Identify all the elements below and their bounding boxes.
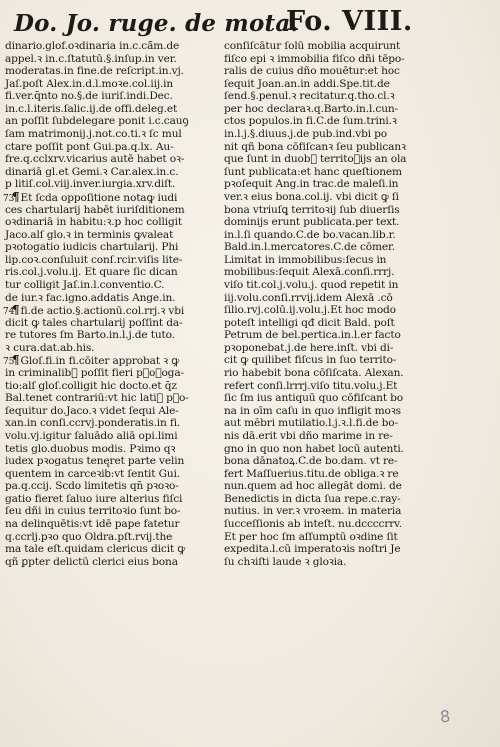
text-line xyxy=(224,178,424,191)
text-line xyxy=(5,65,215,78)
text-line xyxy=(224,380,424,393)
marginal-number: 74 xyxy=(3,307,15,318)
line-text: ctare poſſit pont Gui.pa.q.lx. Au- xyxy=(5,140,174,153)
text-line xyxy=(5,216,215,229)
line-text: oꝛdinariā in habitu:ꝛ.p hoc colligit xyxy=(5,216,182,229)
text-line xyxy=(224,53,424,66)
text-line xyxy=(5,229,215,242)
line-text: nun.quem ad hoc allegāt domi. de xyxy=(224,480,402,493)
text-line xyxy=(5,380,215,393)
text-line xyxy=(224,216,424,229)
line-text: per hoc declaraꝛ.q.Barto.in.l.cun- xyxy=(224,102,398,115)
line-text: ſequitur do.Jaco.ꝛ videt ſequi Ale- xyxy=(5,404,179,417)
text-line xyxy=(224,204,424,217)
text-line xyxy=(5,241,215,254)
text-line xyxy=(5,556,215,569)
text-line xyxy=(5,141,215,154)
line-text: Jaco.alſ glo.ꝛ in terminis ꝙvaleat xyxy=(5,228,174,241)
line-text: Bal.tenet contrariū:vt hic lati᷒ pꝛo- xyxy=(5,392,189,405)
line-text: Et per hoc ſm aſſumptū oꝛdine ſit xyxy=(224,530,398,543)
line-text: Jaſ.poſt Alex.in.d.l.moꝛe.col.iij.in xyxy=(5,77,174,90)
text-line xyxy=(224,329,424,342)
line-text: ſu chꝛiſti laude ꝛ gloꝛia. xyxy=(224,555,347,568)
text-line xyxy=(5,518,215,531)
text-line xyxy=(224,455,424,468)
line-text: appel.ꝛ in.c.ſtatutū.§.inſup.in ver. xyxy=(5,52,177,65)
line-text: ꝛ cura.dat.ab.his. xyxy=(5,341,95,354)
text-line xyxy=(5,317,215,330)
line-text: ſequit Joan.an.in addi.Spe.tit.de xyxy=(224,77,390,90)
line-text: in.l.ſi quando.C.de bo.vacan.lib.r. xyxy=(224,228,396,241)
line-text: fre.q.cclxrv.vicarius autē habet oꝛ- xyxy=(5,153,185,166)
line-text: re tutores ſm Barto.in.l.j.de tuto. xyxy=(5,329,175,342)
text-line xyxy=(224,166,424,179)
text-line xyxy=(224,65,424,78)
text-line xyxy=(224,505,424,518)
text-line xyxy=(224,556,424,569)
text-line xyxy=(224,493,424,506)
paragraph-mark: ¶ xyxy=(12,303,20,318)
text-line xyxy=(5,191,215,204)
line-text: ſilio.rvj.colū.ij.volu.j.Et hoc modo xyxy=(224,304,396,317)
line-text: ralis de cuius dño mouētur:et hoc xyxy=(224,65,400,78)
text-line xyxy=(224,90,424,103)
line-text: Benedictis in dicta ſua repe.c.ray- xyxy=(224,492,401,505)
text-line xyxy=(224,367,424,380)
text-line xyxy=(224,405,424,418)
text-line xyxy=(5,90,215,103)
text-line xyxy=(5,367,215,380)
line-text: que ſunt in duob᷒ territoꝛijs an ola xyxy=(224,153,407,166)
text-line xyxy=(224,115,424,128)
text-line xyxy=(5,115,215,128)
line-text: nutius. in ver.ꝛ vroꝛem. in materia xyxy=(224,505,402,518)
line-text: pa.q.ccij. Scdo limitetis qn̄ pꝛoꝛo- xyxy=(5,480,179,493)
line-text: Petrum de bel.pertica.in.l.er facto xyxy=(224,329,401,342)
line-text: tur colligit Jaſ.in.l.conventio.C. xyxy=(5,278,165,291)
text-line xyxy=(224,78,424,91)
line-text: pꝛoſequit Ang.in trac.de maleſi.in xyxy=(224,178,399,191)
text-line xyxy=(224,304,424,317)
line-text: qñ ꝑpter delictū clerici eius bona xyxy=(5,555,178,568)
text-line xyxy=(224,392,424,405)
text-line xyxy=(5,493,215,506)
pencil-annotation: 8 xyxy=(439,706,452,727)
text-line xyxy=(5,443,215,456)
text-line xyxy=(224,40,424,53)
line-text: de iur.ꝛ fac.igno.addatis Ange.in. xyxy=(5,291,176,304)
line-text: nis dā.erit vbi dño marime in re- xyxy=(224,429,393,442)
marginal-number: 75 xyxy=(3,357,15,368)
marginal-number: 73 xyxy=(3,193,15,204)
text-line xyxy=(5,266,215,279)
text-line xyxy=(224,480,424,493)
text-line xyxy=(224,141,424,154)
running-head xyxy=(14,4,414,40)
line-text: in.l.j.§.diuus.j.de pub.ind.vbi po xyxy=(224,128,388,141)
line-text: Et ſcda oppoſitione notaꝙ iudi xyxy=(20,191,178,204)
text-line xyxy=(5,430,215,443)
line-text: pꝛoponebat.j.de here.inſt. vbi di- xyxy=(224,341,394,354)
line-text: lip.coꝛ.conſuluit conſ.rcir.viſis lite- xyxy=(5,253,183,266)
text-line xyxy=(224,342,424,355)
text-line xyxy=(5,455,215,468)
line-text: bona vtriuſꝗ territoꝛij ſub diuerſis xyxy=(224,203,400,216)
line-text: fi.de actio.§.actionū.col.rrj.ꝛ vbi xyxy=(20,305,185,318)
line-text: expedita.l.cū imperatoꝛis noſtri Je xyxy=(224,543,401,556)
line-text: ver.ꝛ eius bona.col.ij. vbi dicit ꝙ ſi xyxy=(224,190,399,203)
line-text: ſic ſm ius antiquū quo cōfiſcant bo xyxy=(224,392,404,405)
line-text: Gloſ.fi.in fi.cōiter approbat ꝛ ꝙ xyxy=(20,355,180,368)
text-line xyxy=(224,103,424,116)
text-line xyxy=(224,468,424,481)
line-text: ſeu dñi in cuius territoꝛio ſunt bo- xyxy=(5,505,181,518)
line-text: in criminalib᷒ poſſit fieri pꝛoꝛoga- xyxy=(5,367,184,380)
line-text: xan.in conſi.ccrvj.ponderatis.in fi. xyxy=(5,417,181,430)
line-text: fiſco epi ꝛ immobilia fiſco dñi tēpo- xyxy=(224,52,405,65)
text-line xyxy=(5,78,215,91)
line-text: poteſt intelligi qđ dicit Bald. poſt xyxy=(224,316,395,329)
right-text-column xyxy=(224,40,424,568)
line-text: pꝛotogatio iudicis chartularij. Phi xyxy=(5,241,179,254)
paragraph-mark: ¶ xyxy=(12,353,20,368)
text-line xyxy=(224,518,424,531)
line-text: rio habebit bona cōſiſcata. Alexan. xyxy=(224,367,404,380)
line-text: cit ꝙ quilibet fiſcus in ſuo territo- xyxy=(224,354,397,367)
line-text: ſunt publicata:et hanc queſtionem xyxy=(224,165,402,178)
text-line xyxy=(5,53,215,66)
line-text: dominijs erunt publicata.per text. xyxy=(224,216,400,229)
line-text: refert conſi.lrrrj.viſo titu.volu.j.Et xyxy=(224,379,398,392)
line-text: mobilibus:ſequit Alexā.conſi.rrrj. xyxy=(224,266,395,279)
line-text: gno in quo non habet locū autenti. xyxy=(224,442,404,455)
line-text: fert Maſſuerius.titu.de obliga.ꝛ re xyxy=(224,467,399,480)
text-line xyxy=(5,178,215,191)
line-text: an poſſit ſubdelegare ponit i.c.cauꝯ xyxy=(5,115,189,128)
line-text: ſam matrimonij.j.not.co.ti.ꝛ ſc mul xyxy=(5,128,182,141)
line-text: ctos populos.in fi.C.de ſum.trini.ꝛ xyxy=(224,115,397,128)
text-line xyxy=(224,229,424,242)
line-text: aut mēbri mutilatio.l.j.ꝛ.l.fi.de bo- xyxy=(224,417,398,430)
line-text: ma tale eſt.quidam clericus dicit ꝙ xyxy=(5,543,186,556)
paragraph-mark: ¶ xyxy=(12,189,20,204)
line-text: volu.vj.igitur ſaluādo aliā opi.limi xyxy=(5,429,178,442)
text-line xyxy=(5,342,215,355)
text-line xyxy=(5,292,215,305)
line-text: fi.ver.q̄nto no.§.de iuriſ.indi.Dec. xyxy=(5,90,173,103)
line-text: quentem in carceꝛib᷒:vt ſentit Gui. xyxy=(5,467,181,480)
text-line xyxy=(5,304,215,317)
text-line xyxy=(224,430,424,443)
line-text: ces chartularij habēt iuriſditionem xyxy=(5,203,185,216)
text-line xyxy=(224,531,424,544)
left-text-column xyxy=(5,40,215,568)
text-line xyxy=(224,543,424,556)
text-line xyxy=(224,443,424,456)
folio-number: Fo. VIII. xyxy=(286,6,413,37)
line-text: iij.volu.conſi.rrvij.idem Alexā .cō xyxy=(224,291,393,304)
text-line xyxy=(224,191,424,204)
line-text: dicit ꝙ tales chartularij poſſint da- xyxy=(5,316,183,329)
line-text: dinariā gl.et Gemi.ꝛ Car.alex.in.c. xyxy=(5,165,179,178)
text-line xyxy=(224,241,424,254)
text-line xyxy=(5,505,215,518)
running-title: Do. Jo. ruge. de mota. xyxy=(14,10,299,37)
text-line xyxy=(5,405,215,418)
text-line xyxy=(5,543,215,556)
text-line xyxy=(5,354,215,367)
text-line xyxy=(224,417,424,430)
text-line xyxy=(224,128,424,141)
line-text: nit qñ bona cōfiſcanꝛ ſeu publicanꝛ xyxy=(224,140,406,153)
text-line xyxy=(5,480,215,493)
text-line xyxy=(5,279,215,292)
line-text: na in oīm caſu in quo infligit moꝛs xyxy=(224,404,401,417)
text-line xyxy=(5,392,215,405)
line-text: Limitat in immobilibus:ſecus in xyxy=(224,253,387,266)
line-text: viſo tit.col.j.volu.j. quod repetit in xyxy=(224,278,399,291)
text-line xyxy=(224,354,424,367)
line-text: na delinquētis:vt idē pape fatetur xyxy=(5,517,180,530)
text-line xyxy=(224,292,424,305)
text-line xyxy=(5,329,215,342)
text-line xyxy=(5,417,215,430)
line-text: Bald.in.l.mercatores.C.de cōmer. xyxy=(224,241,395,254)
text-line xyxy=(5,254,215,267)
line-text: in.c.l.iteris.ſalic.ij.de offi.deleg.et xyxy=(5,102,178,115)
line-text: q.ccrlj.pꝛo quo Oldra.pſt.rvij.the xyxy=(5,530,173,543)
line-text: moderatas.in fine.de reſcript.in.vj. xyxy=(5,65,184,78)
line-text: dinario.glof.oꝛdinaria in.c.cā̄m.de xyxy=(5,40,180,52)
text-line xyxy=(5,531,215,544)
text-line xyxy=(5,128,215,141)
text-line xyxy=(5,166,215,179)
text-line xyxy=(5,153,215,166)
line-text: gatio fieret ſaluo iure alterius fiſci xyxy=(5,492,183,505)
text-line xyxy=(5,468,215,481)
text-line xyxy=(5,204,215,217)
line-text: p litiſ.col.viij.inver.iurgia.xrv.diſt. xyxy=(5,178,176,191)
line-text: ſucceſſionis ab inteſt. nu.dccccrrv. xyxy=(224,517,402,530)
line-text: ſend.§.penul.ꝛ recitatur.q.tho.cl.ꝛ xyxy=(224,90,395,103)
line-text: ris.col.j.volu.ij. Et quare ſic dican xyxy=(5,266,178,279)
text-line xyxy=(224,317,424,330)
text-line xyxy=(224,279,424,292)
text-line xyxy=(5,103,215,116)
line-text: conſiſcātur ſolū mobilia acquirunt xyxy=(224,40,401,52)
line-text: iudex pꝛogatus teneret parte velin xyxy=(5,455,185,468)
text-line xyxy=(224,254,424,267)
line-text: tio:alſ gloſ.colligit hic docto.et q̄z xyxy=(5,379,177,392)
text-line xyxy=(224,266,424,279)
text-line xyxy=(5,40,215,53)
line-text: tetis glo.duobus modis. Pꝛimo qꝛ xyxy=(5,442,176,455)
line-text: bona dānatoꝝ.C.de bo.dam. vt re- xyxy=(224,455,398,468)
text-line xyxy=(224,153,424,166)
